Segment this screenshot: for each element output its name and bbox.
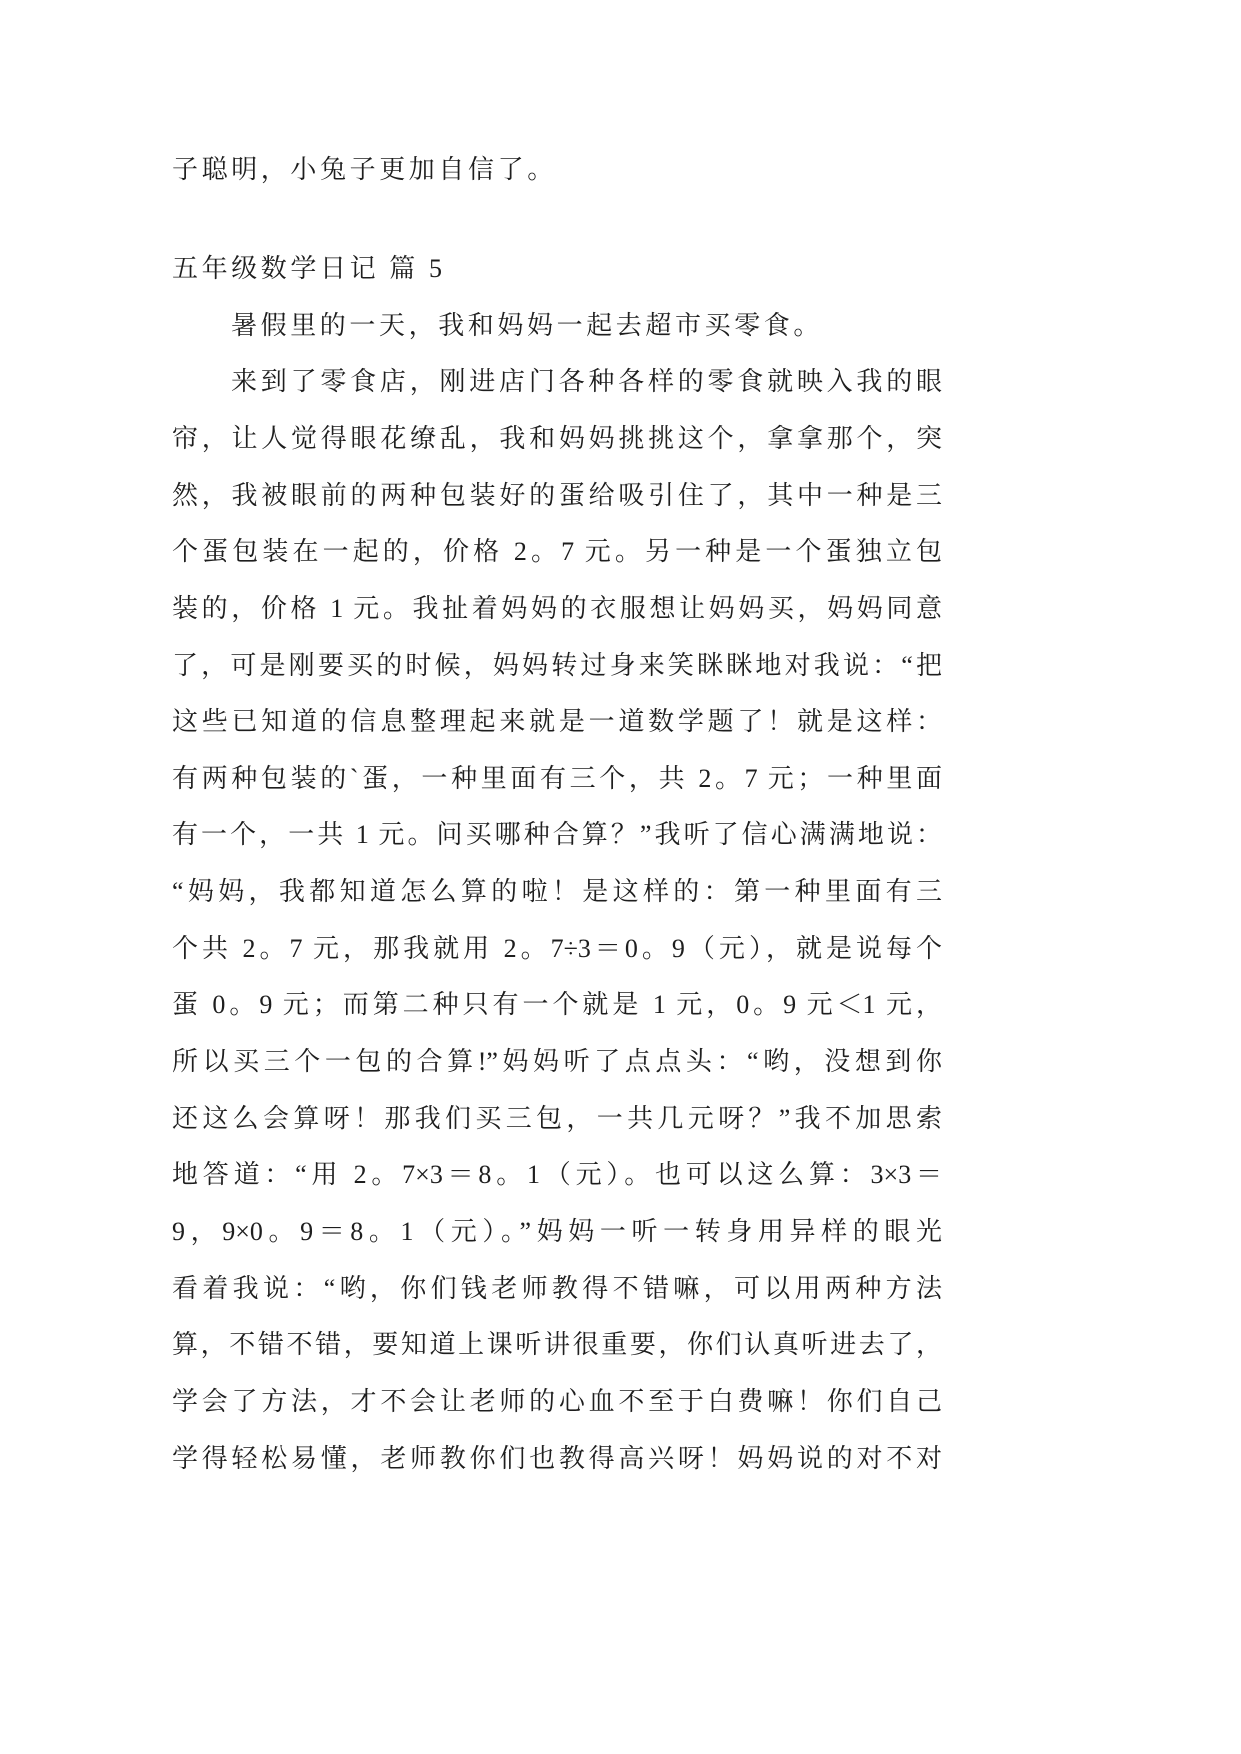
- paragraph-line: 9，9×0。9＝8。1（元）。”妈妈一听一转身用异样的眼光: [172, 1216, 942, 1246]
- paragraph-line: 帘，让人觉得眼花缭乱，我和妈妈挑挑这个，拿拿那个，突: [172, 423, 942, 453]
- paragraph-line: 还这么会算呀！那我们买三包，一共几元呀？”我不加思索: [172, 1103, 942, 1133]
- paragraph-line: 暑假里的一天，我和妈妈一起去超市买零食。: [231, 310, 824, 340]
- paragraph-line: 学会了方法，才不会让老师的心血不至于白费嘛！你们自己: [172, 1386, 942, 1416]
- paragraph-line: 算，不错不错，要知道上课听讲很重要，你们认真听进去了，: [172, 1330, 942, 1360]
- paragraph-line: 地答道：“用 2。7×3＝8。1（元）。也可以这么算：3×3＝: [172, 1160, 942, 1190]
- paragraph-line: 有一个，一共 1 元。问买哪种合算？”我听了信心满满地说：: [172, 820, 942, 850]
- paragraph-line: 学得轻松易懂，老师教你们也教得高兴呀！妈妈说的对不对: [172, 1443, 942, 1473]
- paragraph-line: 然，我被眼前的两种包装好的蛋给吸引住了，其中一种是三: [172, 480, 942, 510]
- paragraph-line: 个共 2。7 元，那我就用 2。7÷3＝0。9（元），就是说每个: [172, 933, 942, 963]
- paragraph-line: 蛋 0。9 元；而第二种只有一个就是 1 元，0。9 元＜1 元，: [172, 990, 942, 1020]
- paragraph-line: 看着我说：“哟，你们钱老师教得不错嘛，可以用两种方法: [172, 1273, 942, 1303]
- paragraph-line: 来到了零食店，刚进店门各种各样的零食就映入我的眼: [231, 367, 942, 397]
- paragraph-line: 了，可是刚要买的时候，妈妈转过身来笑眯眯地对我说：“把: [172, 650, 942, 680]
- paragraph-line: 这些已知道的信息整理起来就是一道数学题了！就是这样：: [172, 707, 942, 737]
- paragraph-line: “妈妈，我都知道怎么算的啦！是这样的：第一种里面有三: [172, 877, 942, 907]
- paragraph-line: 所以买三个一包的合算!”妈妈听了点点头：“哟，没想到你: [172, 1047, 942, 1077]
- paragraph-line: 有两种包装的`蛋，一种里面有三个，共 2。7 元；一种里面: [172, 763, 942, 793]
- section-title: 五年级数学日记 篇 5: [172, 254, 446, 283]
- paragraph-line: 个蛋包装在一起的，价格 2。7 元。另一种是一个蛋独立包: [172, 537, 942, 567]
- continued-text-line: 子聪明，小兔子更加自信了。: [172, 155, 557, 184]
- paragraph-line: 装的，价格 1 元。我扯着妈妈的衣服想让妈妈买，妈妈同意: [172, 593, 942, 623]
- body-text: [172, 298, 942, 1487]
